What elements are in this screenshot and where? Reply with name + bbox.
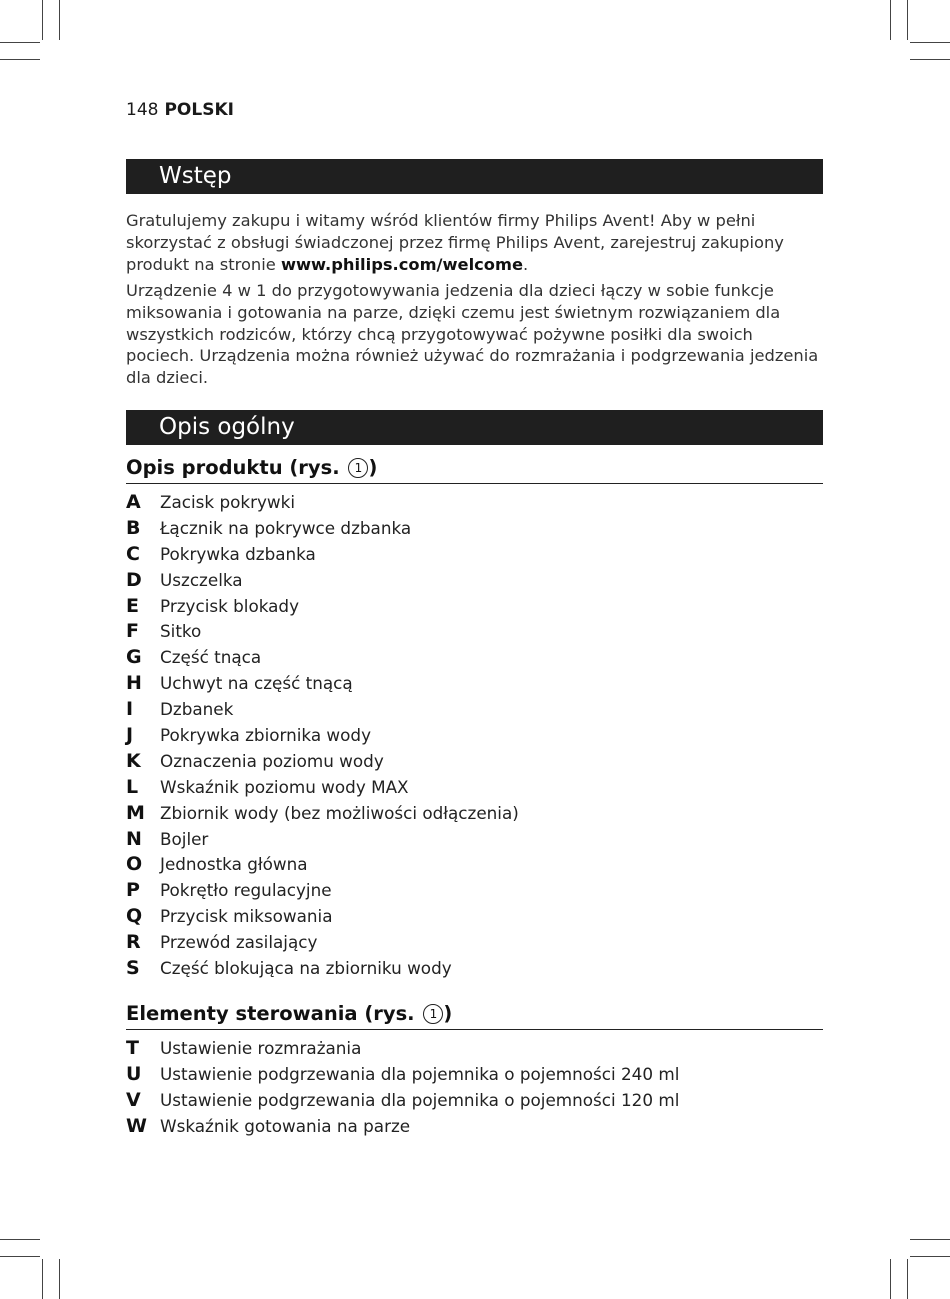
item-text: Jednostka główna [160, 854, 308, 875]
crop-mark [0, 59, 40, 60]
figure-ref-badge: 1 [423, 1004, 443, 1024]
crop-mark [59, 1259, 60, 1299]
list-item [126, 1062, 823, 1088]
item-text: Pokrywka dzbanka [160, 543, 316, 564]
crop-mark [910, 42, 950, 43]
crop-mark [42, 0, 43, 40]
item-text: Sitko [160, 621, 202, 642]
product-description-heading: Opis produktu (rys. 1 ) [126, 454, 823, 484]
item-text: Zacisk pokrywki [160, 492, 296, 512]
section-banner-intro: Wstęp [126, 159, 823, 194]
item-letter: P [126, 879, 140, 902]
item-text: Zbiornik wody (bez możliwości odłączenia) [160, 802, 519, 823]
list-item [126, 930, 823, 956]
item-letter: T [126, 1037, 139, 1059]
item-letter: M [126, 801, 145, 824]
item-text: Oznaczenia poziomu wody [160, 750, 384, 771]
item-letter: U [126, 1062, 142, 1085]
list-item [126, 671, 823, 697]
page-header [126, 100, 234, 120]
crop-mark [0, 1256, 40, 1257]
item-letter: J [126, 724, 134, 747]
list-item [126, 801, 823, 827]
item-letter: C [126, 542, 140, 565]
item-letter: K [126, 749, 141, 772]
item-letter: A [126, 491, 141, 513]
crop-mark [910, 59, 950, 60]
product-parts-list [126, 490, 823, 982]
section-banner-overview: Opis ogólny [126, 410, 823, 445]
list-item [126, 1114, 823, 1140]
item-letter: V [126, 1088, 141, 1111]
item-text: Łącznik na pokrywce dzbanka [160, 517, 412, 538]
item-text: Przycisk miksowania [160, 906, 333, 927]
item-text: Uchwyt na część tnącą [160, 673, 353, 694]
crop-mark [42, 1259, 43, 1299]
list-item [126, 490, 823, 516]
list-item [126, 594, 823, 620]
list-item [126, 542, 823, 568]
list-item [126, 1036, 823, 1062]
crop-mark [910, 1256, 950, 1257]
item-text: Część tnąca [160, 647, 262, 668]
list-item [126, 645, 823, 671]
list-item [126, 516, 823, 542]
crop-mark [910, 1239, 950, 1240]
crop-mark [0, 1239, 40, 1240]
list-item [126, 904, 823, 930]
item-letter: F [126, 620, 139, 643]
item-text: Wskaźnik gotowania na parze [160, 1115, 411, 1136]
list-item [126, 1088, 823, 1114]
list-item [126, 878, 823, 904]
item-text: Pokrywka zbiornika wody [160, 725, 372, 746]
crop-mark [59, 0, 60, 40]
list-item [126, 852, 823, 878]
item-text: Ustawienie rozmrażania [160, 1038, 362, 1058]
item-text: Przewód zasilający [160, 932, 318, 953]
item-text: Ustawienie podgrzewania dla pojemnika o pojemności 120 ml [160, 1089, 680, 1110]
language-label: POLSKI [164, 100, 234, 120]
figure-ref-badge: 1 [348, 458, 368, 478]
item-text: Uszczelka [160, 569, 243, 590]
intro-paragraph-1: Gratulujemy zakupu i witamy wśród klientów firmy Philips Avent! Aby w pełni skorzystać z obsługi świadczonej przez firmę Philips Avent, zarejestruj zakupiony produkt na stronie www.philips.com/welcome. [126, 211, 784, 274]
item-letter: S [126, 957, 140, 980]
item-letter: I [126, 698, 134, 721]
item-letter: N [126, 827, 142, 850]
page-number: 148 [126, 100, 159, 120]
item-letter: Q [126, 905, 143, 928]
item-letter: B [126, 516, 141, 539]
controls-list [126, 1036, 823, 1140]
list-item [126, 697, 823, 723]
crop-mark [907, 1259, 908, 1299]
item-text: Wskaźnik poziomu wody MAX [160, 776, 409, 797]
item-letter: D [126, 568, 142, 591]
list-item [126, 619, 823, 645]
intro-paragraph-2: Urządzenie 4 w 1 do przygotowywania jedzenia dla dzieci łączy w sobie funkcje miksowania i gotowania na parze, dzięki czemu jest świetnym rozwiązaniem dla wszystkich rodziców, którzy chcą przygotowywać pożywne posiłki dla swoich pociech. Urządzenia można również używać do rozmrażania i podgrzewania jedzenia dla dzieci. [126, 281, 819, 388]
crop-mark [890, 0, 891, 40]
list-item [126, 568, 823, 594]
crop-mark [890, 1259, 891, 1299]
list-item [126, 723, 823, 749]
item-text: Ustawienie podgrzewania dla pojemnika o pojemności 240 ml [160, 1063, 680, 1084]
controls-heading: Elementy sterowania (rys. 1 ) [126, 1000, 823, 1030]
item-letter: O [126, 853, 143, 876]
item-letter: G [126, 646, 142, 669]
item-letter: L [126, 775, 139, 798]
website-link[interactable]: www.philips.com/welcome [280, 254, 523, 274]
item-text: Część blokująca na zbiorniku wody [160, 958, 452, 979]
item-letter: H [126, 672, 142, 695]
list-item [126, 749, 823, 775]
item-letter: W [126, 1114, 147, 1137]
item-letter: E [126, 594, 139, 617]
crop-mark [0, 42, 40, 43]
list-item [126, 956, 823, 982]
crop-mark [907, 0, 908, 40]
item-text: Dzbanek [160, 699, 234, 720]
item-text: Przycisk blokady [160, 595, 300, 616]
item-text: Bojler [160, 828, 209, 849]
list-item [126, 827, 823, 853]
item-letter: R [126, 931, 141, 954]
item-text: Pokrętło regulacyjne [160, 880, 332, 901]
list-item [126, 775, 823, 801]
